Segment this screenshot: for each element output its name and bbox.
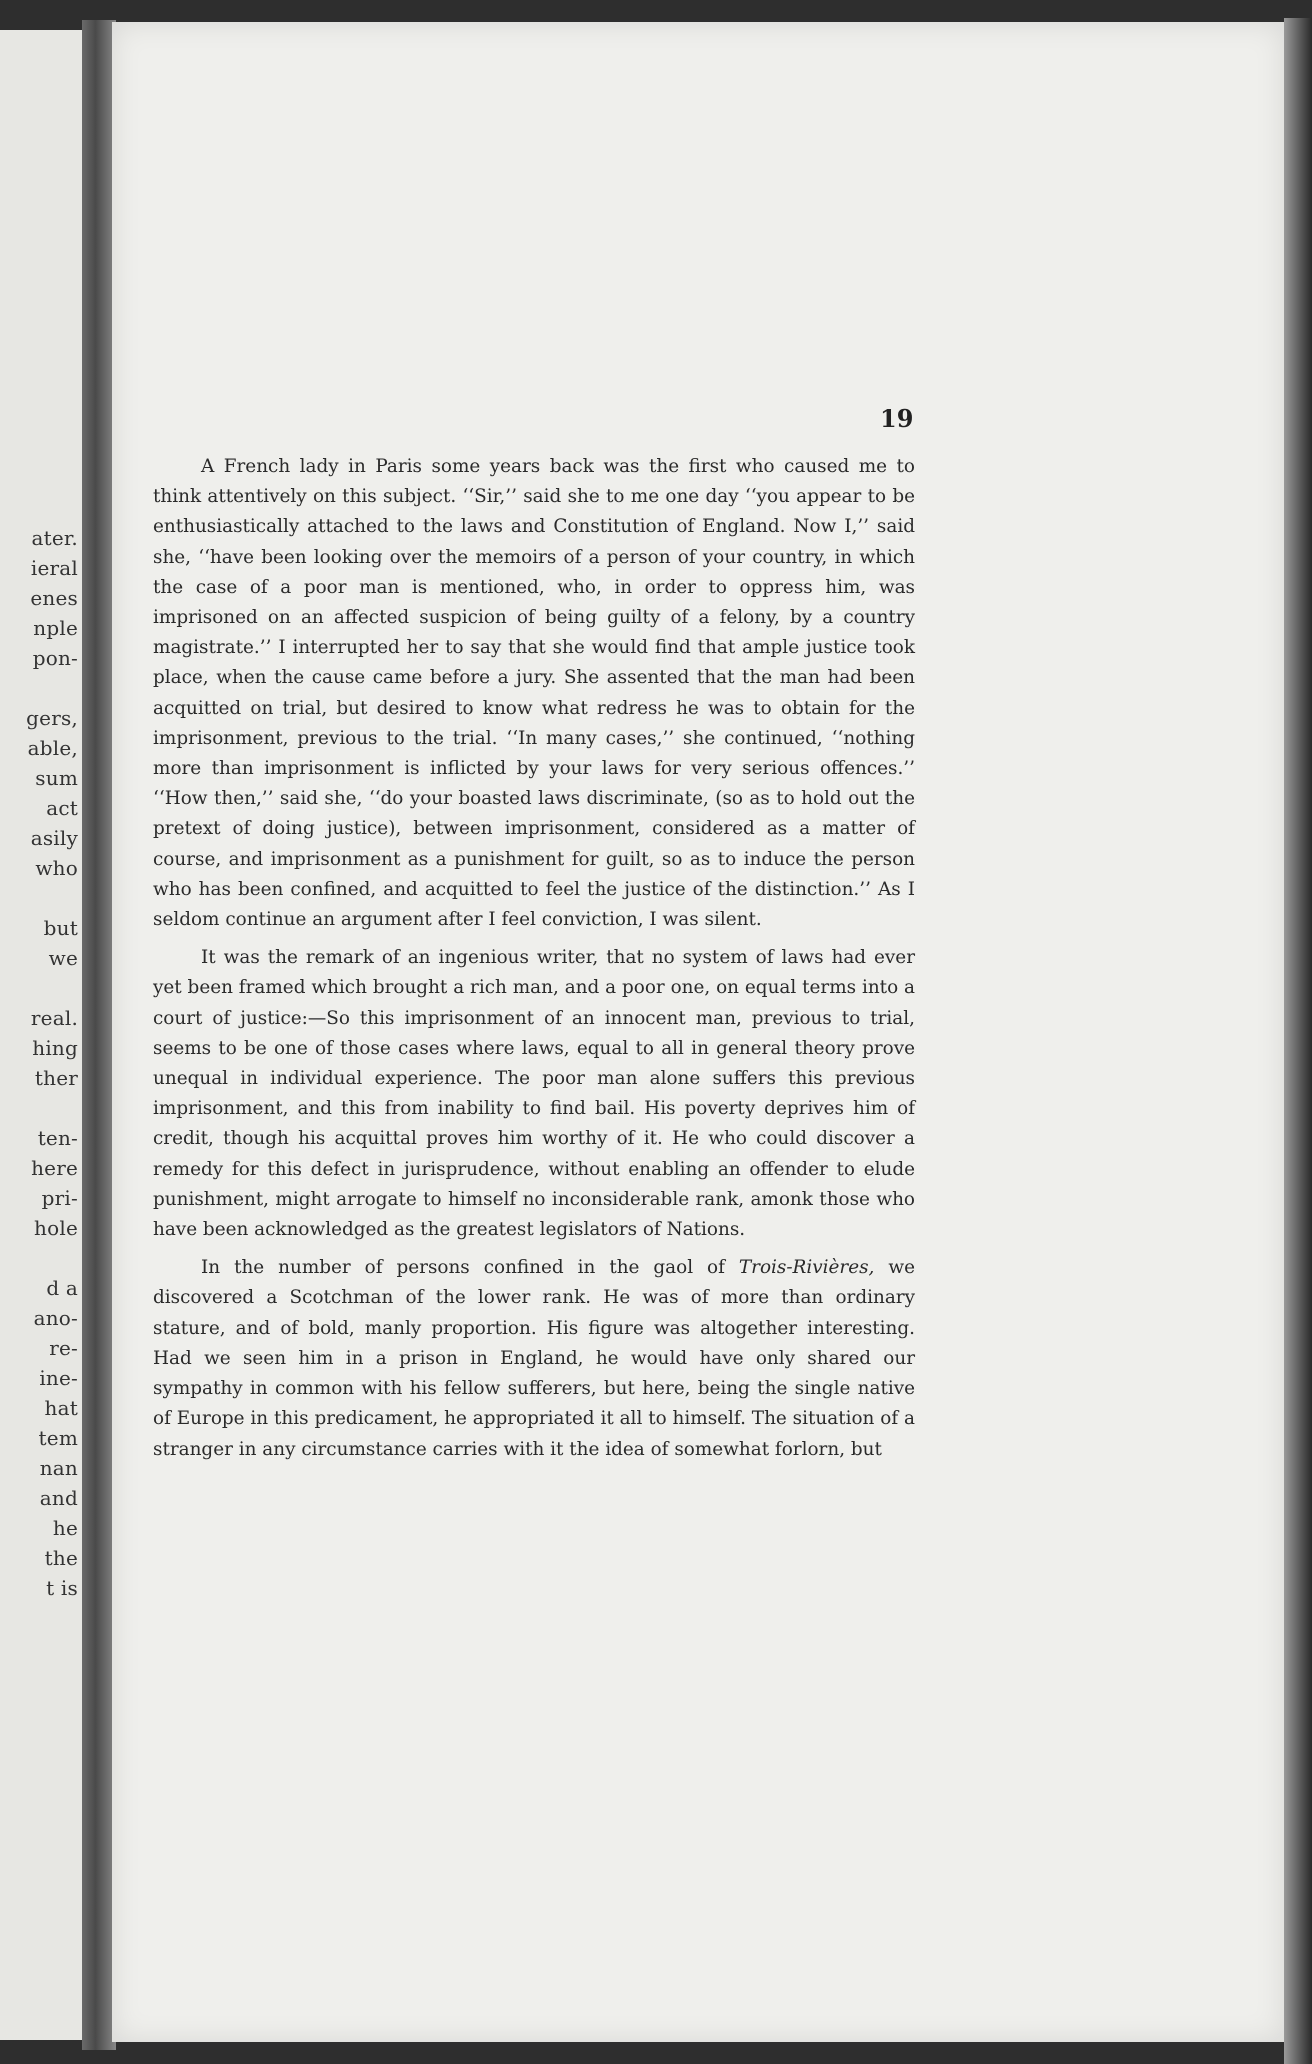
prev-page-fragment: ieral	[30, 556, 78, 580]
book-gutter	[82, 20, 116, 2050]
prev-page-fragment: able,	[27, 736, 78, 760]
prev-page-fragment: gers,	[26, 706, 78, 730]
paragraph	[153, 1253, 915, 1464]
previous-page-edge	[0, 30, 82, 2040]
prev-page-fragment: and	[39, 1486, 78, 1510]
prev-page-fragment: hing	[32, 1036, 78, 1060]
paragraph: A French lady in Paris some years back was the first who caused me to think attentively on this subject. ‘‘Sir,’’ said she to me one day ‘‘you appear to be enthusiastically attached to the laws and Constitution of England. Now I,’’ said she, ‘‘have been looking over the memoirs of a person of your country, in which the case of a poor man is mentioned, who, in order to oppress him, was imprisoned on an affected suspicion of being guilty of a felony, by a country magistrate.’’ I interrupted her to say that she would find that ample justice took place, when the cause came before a jury. She assented that the man had been acquitted on trial, but desired to know what redress he was to obtain for the imprisonment, previous to the trial. ‘‘In many cases,’’ she continued, ‘‘nothing more than imprisonment is inflicted by your laws for very serious offences.’’ ‘‘How then,’’ said she, ‘‘do your boasted laws discriminate, (so as to hold out the pretext of doing justice), between imprisonment, considered as a matter of course, and imprisonment as a punishment for guilt, so as to induce the person who has been confined, and acquitted to feel the justice of the distinction.’’ As I seldom continue an argument after I feel conviction, I was silent.	[153, 456, 915, 931]
paragraph-text: In the number of persons confined in the gaol of	[201, 1257, 739, 1279]
prev-page-fragment: real.	[30, 1006, 78, 1030]
prev-page-fragment: ater.	[31, 526, 78, 550]
page-number: 19	[880, 404, 914, 433]
prev-page-fragment: sum	[35, 766, 78, 790]
prev-page-fragment: who	[35, 856, 78, 880]
prev-page-fragment: we	[48, 946, 78, 970]
prev-page-fragment: asily	[30, 826, 78, 850]
prev-page-fragment: nple	[33, 616, 78, 640]
prev-page-fragment: hat	[44, 1396, 78, 1420]
prev-page-fragment: here	[31, 1156, 78, 1180]
prev-page-fragment: pon-	[32, 646, 78, 670]
prev-page-fragment: hole	[34, 1216, 78, 1240]
prev-page-fragment: enes	[30, 586, 78, 610]
paragraph-text: we discovered a Scotchman of the lower rank. He was of more than ordinary stature, and of bold, manly proportion. His figure was altogether interesting. Had we seen him in a prison in England, he would have only shared our sympathy in common with his fellow sufferers, but here, being the single native of Europe in this predicament, he appropriated it all to himself. The situation of a stranger in any circumstance carries with it the idea of somewhat forlorn, but	[153, 1257, 915, 1460]
prev-page-fragment: d a	[46, 1276, 78, 1300]
place-name-italic: Trois-Rivières,	[738, 1257, 875, 1279]
prev-page-fragment: t is	[46, 1576, 78, 1600]
prev-page-fragment: ther	[34, 1066, 78, 1090]
paragraph: It was the remark of an ingenious writer, that no system of laws had ever yet been framed which brought a rich man, and a poor one, on equal terms into a court of justice:—So this imprisonment of an innocent man, previous to trial, seems to be one of those cases where laws, equal to all in general theory prove unequal in individual experience. The poor man alone suffers this previous imprisonment, and this from inability to find bail. His poverty deprives him of credit, though his acquittal proves him worthy of it. He who could discover a remedy for this defect in jurisprudence, without enabling an offender to elude punishment, might arrogate to himself no inconsiderable rank, amonk those who have been acknowledged as the greatest legislators of Nations.	[153, 947, 915, 1241]
prev-page-fragment: pri-	[41, 1186, 78, 1210]
prev-page-fragment: ine-	[39, 1366, 78, 1390]
prev-page-fragment: act	[46, 796, 78, 820]
prev-page-fragment: the	[44, 1546, 78, 1570]
prev-page-fragment: nan	[39, 1456, 78, 1480]
prev-page-fragment: ten-	[37, 1126, 78, 1150]
prev-page-fragment: tem	[38, 1426, 78, 1450]
body-text	[153, 452, 915, 1465]
prev-page-fragment: re-	[49, 1336, 78, 1360]
prev-page-fragment: he	[52, 1516, 78, 1540]
prev-page-fragment: ano-	[33, 1306, 78, 1330]
prev-page-fragment: but	[43, 916, 78, 940]
page-right-edge	[1284, 18, 1312, 2064]
